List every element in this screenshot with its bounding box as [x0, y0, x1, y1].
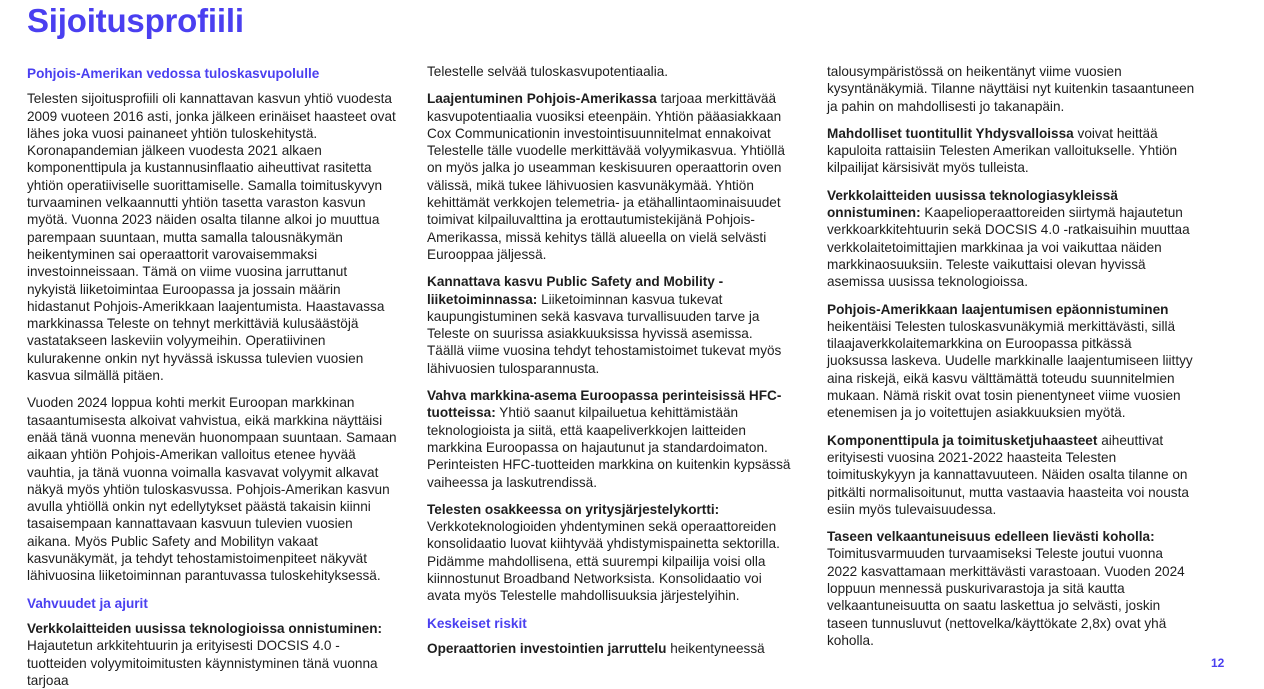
risk-item-heading: Verkkolaitteiden uusissa teknologiasykleissä onnistuminen: [827, 187, 1118, 221]
risk-item-heading: Komponenttipula ja toimitusketjuhaasteet [827, 432, 1098, 448]
risk-item [827, 187, 1195, 291]
risk-item-heading: Operaattorien investointien jarruttelu [427, 640, 667, 656]
page-number: 12 [1211, 656, 1225, 670]
risk-item-heading: Pohjois-Amerikkaan laajentumisen epäonnistuminen [827, 301, 1169, 317]
risk-item [427, 640, 791, 657]
risk-item-body: voivat heittää kapuloita rattaisiin Telesten Amerikan valloitukselle. Yhtiön kilpailijat kärsisivät myös tulleista. [827, 125, 1178, 176]
risk-item-body: heikentäisi Telesten tuloskasvunäkymiä merkittävästi, sillä tilaajaverkkolaitemarkkina on Euroopassa pitkässä juoksussa laskeva. Uudelle markkinalle laajentumiseen liittyy aina riskejä, eikä kasvu välttämättä toteudu suunnitelmien mukaan. Nämä riskit ovat tosin pienentyneet viime vuosien etenemisen ja jo voitettujen asiakkuuksien myötä. [827, 318, 1193, 421]
column-3 [827, 63, 1195, 649]
strength-item-heading: Laajentuminen Pohjois-Amerikassa [427, 91, 657, 107]
page-title: Sijoitusprofiili [27, 2, 244, 39]
column-2 [427, 63, 791, 657]
strength-item-heading: Kannattava kasvu Public Safety and Mobility -liiketoiminnassa: [427, 274, 724, 307]
strength-item [427, 387, 791, 491]
paragraph-outlook-2024: Vuoden 2024 loppua kohti merkit Euroopan markkinan tasaantumisesta alkoivat vahvistua, eikä markkina näyttäisi enää tänä vuonna menevän huonompaan suuntaan. Samaan aikaan yhtiön Pohjois-Amerikan valloitus etenee hyvää vauhtia, ja tänä vuonna voimalla kasvavat volyymit alkavat näkyä myös yhtiön tuloskasvussa. Pohjois-Amerikan kasvun avulla yhtiöllä onkin nyt edellytykset päästä takaisin kiinni tasaisempaan kannattavaan kasvuun tulevien vuosien aikana. Myös Public Safety and Mobilityn vakaat kasvunäkymät, ja tehdyt tehostamistoimenpiteet näkyvät lähivuosina liiketoiminnan parantuvassa tuloskehityksessä. [27, 395, 397, 584]
strength-item-body: Verkkoteknologioiden yhdentyminen sekä operaattoreiden konsolidaatio luovat kiihtyvää yhdistymispainetta sektorilla. Pidämme mahdollisena, että suurempi kilpailija voisi olla kiinnostunut Broadband Networksista. Konsolidaatio voi avata myös Telestelle mahdollisuuksia järjestelyihin. [427, 519, 780, 604]
strength-item-body: Yhtiö saanut kilpailuetua kehittämistään teknologioista ja siitä, että kaapeliverkkojen laitteiden markkina Euroopassa on hajautunut ja standardoimaton. Perinteisten HFC-tuotteiden markkina on kuitenkin kypsässä vaiheessa ja laskutrendissä. [427, 405, 791, 490]
strength-item-continued: Telestelle selvää tuloskasvupotentiaalia. [427, 64, 669, 79]
column-1 [27, 63, 399, 689]
strength-item-body: tarjoaa merkittävää kasvupotentiaalia vuosiksi eteenpäin. Yhtiön pääasiakkaan Cox Communicationin investointisuunnitelmat ennakoivat Telestelle tälle vuodelle merkittävää volyymikasvua. Yhtiöllä on myös jalka jo useamman keskisuuren operaattorin oven välissä, mikä tukee lähivuosien kasvunäkymää. Yhtiön kehittämät verkkojen telemetria- ja etähallintaominaisuudet toimivat kilpailuvalttina ja erottautumistekijänä Pohjois-Amerikassa, missä kehitys tällä alueella on vielä selvästi Eurooppaa jäljessä. [427, 91, 785, 262]
paragraph-intro: Telesten sijoitusprofiili oli kannattavan kasvun yhtiö vuodesta 2009 vuoteen 2016 asti, jonka jälkeen erinäiset haasteet ovat lähes joka vuosi painaneet yhtiön tuloskehitystä. Koronapandemian jälkeen vuodesta 2021 alkaen komponenttipula ja kustannusinflaatio aiheuttivat rasitetta yhtiön operatiiviselle suorittamiselle. Samalla toimituskyvyn turvaaminen velkaannutti yhtiön tasetta varaston kasvun myötä. Vuonna 2023 näiden osalta tilanne alkoi jo muuttua parempaan suuntaan, mutta samalla talousnäkymän heikentyminen sai operaattorit varovaisemmaksi investoinneissaan. Tämä on viime vuosina jarruttanut nykyistä liiketoimintaa Euroopassa ja jossain määrin hidastanut Pohjois-Amerikkaan laajentumista. Haastavassa markkinassa Teleste on tehnyt merkittäviä kulusäästöjä vastatakseen laskeviin volyymeihin. Operatiivinen kulurakenne onkin nyt hyvässä iskussa tulevien vuosien kasvua silmällä pitäen. [27, 91, 396, 384]
strength-item [27, 620, 399, 689]
risk-item-body: Kaapelioperaattoreiden siirtymä hajautetun verkkoarkkitehtuurin sekä DOCSIS 4.0 -ratkaisuihin muuttaa verkkolaitetoimittajien markkinaa ja voi vaikuttaa näiden markkinaosuuksiin. Teleste vaikuttaisi olevan hyvissä asemissa uusissa teknologioissa. [827, 205, 1190, 290]
strength-item [427, 501, 791, 605]
risk-item-continued: talousympäristössä on heikentänyt viime vuosien kysyntänäkymiä. Tilanne näyttäisi nyt kuitenkin tasaantuneen ja pahin on mahdollisesti jo takanapäin. [827, 64, 1195, 114]
risk-item-body: heikentyneessä [670, 640, 765, 656]
strength-item-heading: Verkkolaitteiden uusissa teknologioissa onnistuminen: [27, 620, 383, 636]
strength-item-body: Hajautetun arkkitehtuurin ja erityisesti DOCSIS 4.0 -tuotteiden volyymitoimitusten käynnistyminen tänä vuonna tarjoaa [27, 638, 378, 688]
strength-item-heading: Telesten osakkeessa on yritysjärjestelykortti: [427, 501, 720, 517]
section-heading-risks: Keskeiset riskit [427, 615, 527, 631]
risk-item [827, 301, 1195, 422]
risk-item [827, 432, 1195, 518]
risk-item-body: Toimitusvarmuuden turvaamiseksi Teleste joutui vuonna 2022 kasvattamaan merkittävästi varastoaan. Vuoden 2024 loppuun mennessä puskurivarastoja ja sitä kautta velkaantuneisuutta on saatu laskettua jo selvästi, joskin taseen tunnusluvut (nettovelka/käyttökate 2,8x) ovat yhä koholla. [827, 546, 1185, 648]
section-heading-strengths: Vahvuudet ja ajurit [27, 595, 148, 611]
strength-item [427, 90, 791, 263]
strength-item-body: Liiketoiminnan kasvua tukevat kaupungistuminen sekä kasvava turvallisuuden tarve ja Teleste on suurissa asiakkuuksissa hyvissä asemissa. Täällä viime vuosina tehdyt tehostamistoimet tukevat myös lähivuosien tulosparannusta. [427, 291, 782, 376]
risk-item-body: aiheuttivat erityisesti vuosina 2021-2022 haasteita Telesten toimituskykyyn ja kannattavuuteen. Näiden osalta tilanne on pitkälti normalisoitunut, mutta vastaavia haasteita voi nousta esiin myös tulevaisuudessa. [827, 432, 1189, 517]
risk-item-heading: Taseen velkaantuneisuus edelleen lievästi koholla: [827, 529, 1155, 545]
strength-item-heading: Vahva markkina-asema Euroopassa perinteisissä HFC-tuotteissa: [427, 388, 782, 421]
strength-item [427, 273, 791, 377]
risk-item [827, 125, 1195, 177]
risk-item [827, 528, 1195, 649]
section-heading-outlook: Pohjois-Amerikan vedossa tuloskasvupolulle [27, 66, 320, 81]
risk-item-heading: Mahdolliset tuontitullit Yhdysvalloissa [827, 125, 1074, 141]
